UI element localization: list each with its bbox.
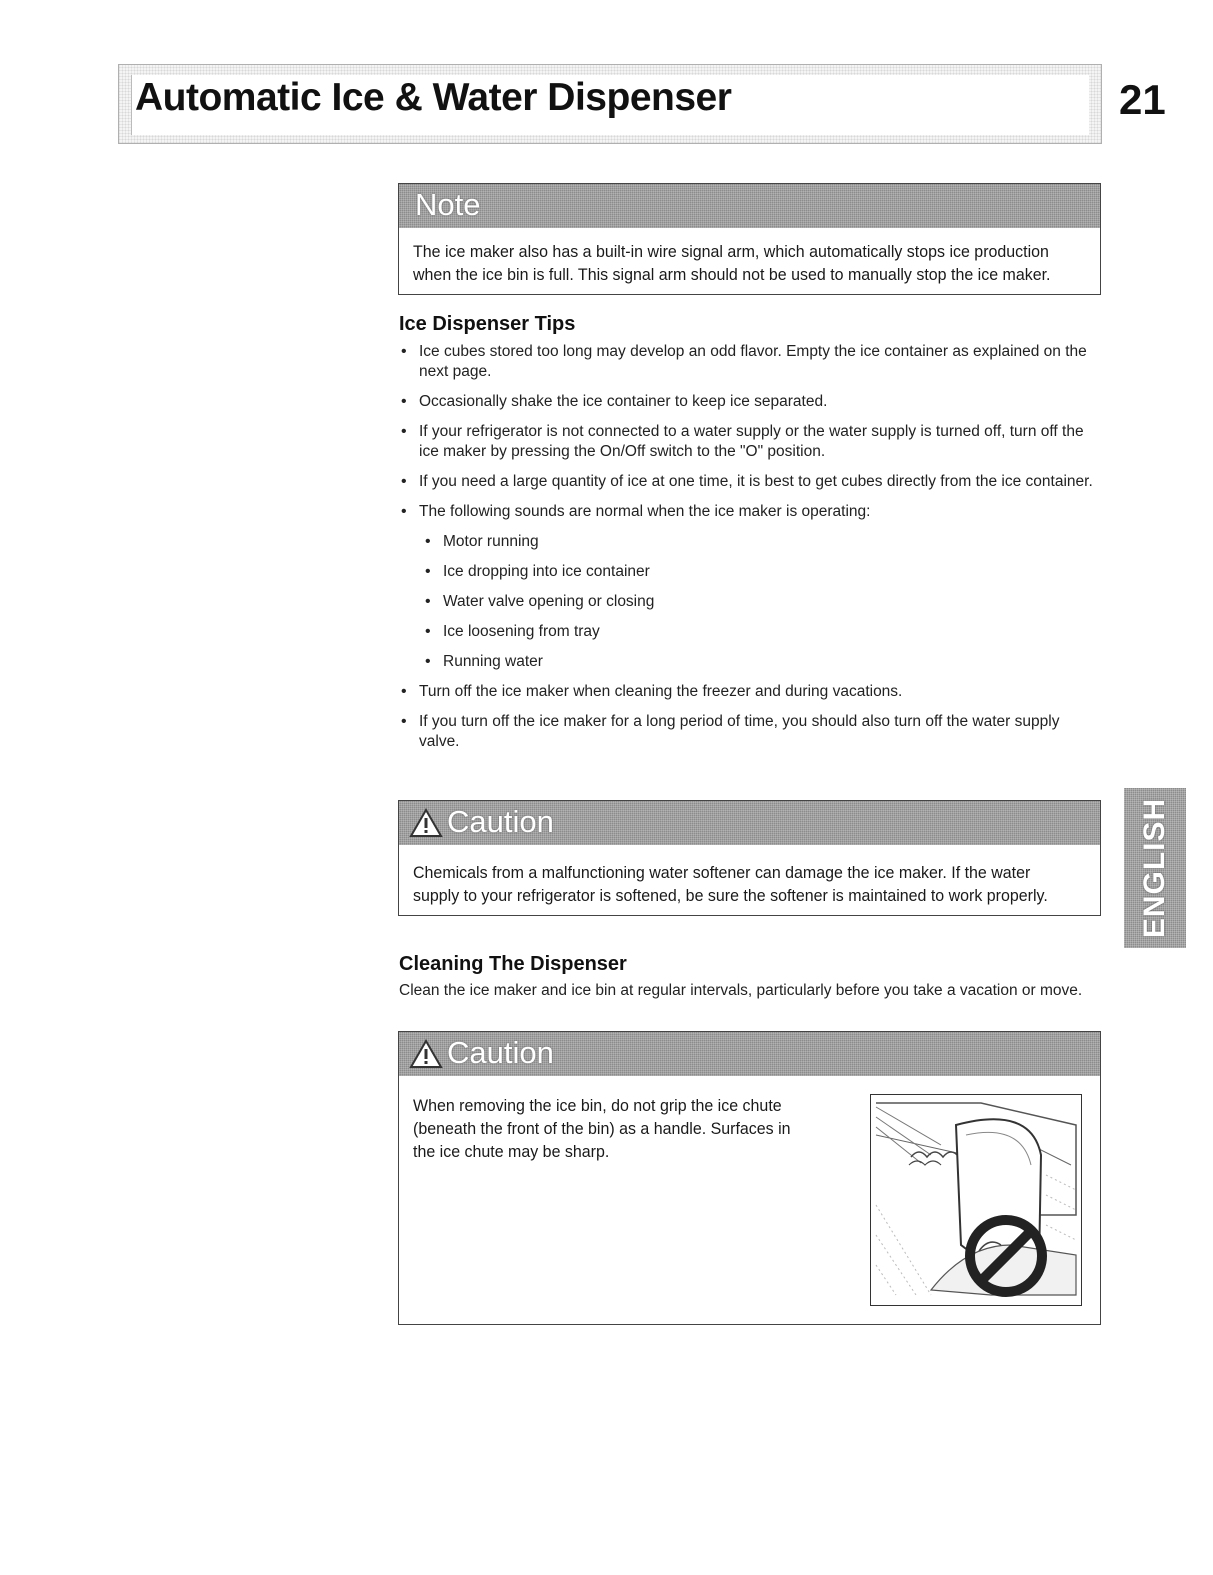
list-item: • Motor running (423, 532, 1104, 552)
cleaning-paragraph: Clean the ice maker and ice bin at regular intervals, particularly before you take a vacation or move. (399, 982, 1083, 999)
caution-title: Caution (447, 804, 554, 839)
list-item: • If your refrigerator is not connected to a water supply or the water supply is turned off, turn off the ice maker by pressing the On/Off switch to the "O" position. (399, 422, 1104, 462)
list-item: • Ice dropping into ice container (423, 562, 1104, 582)
page-title: Automatic Ice & Water Dispenser (135, 76, 732, 119)
note-body: The ice maker also has a built-in wire signal arm, which automatically stops ice production when the ice bin is full. This signal arm should not be used to manually stop the ice maker. (413, 242, 1051, 284)
language-tab-label: ENGLISH (1138, 797, 1171, 939)
caution-body: Chemicals from a malfunctioning water softener can damage the ice maker. If the water supply to your refrigerator is softened, be sure the softener is maintained to work properly. (413, 863, 1048, 905)
sounds-list (419, 532, 1104, 672)
list-item: • Ice loosening from tray (423, 622, 1104, 642)
list-item: • If you turn off the ice maker for a long period of time, you should also turn off the water supply valve. (399, 712, 1104, 752)
note-box (398, 183, 1101, 295)
language-tab (1124, 788, 1186, 948)
list-item: • Water valve opening or closing (423, 592, 1104, 612)
list-item: • Turn off the ice maker when cleaning the freezer and during vacations. (399, 682, 1104, 702)
caution-header (399, 801, 1100, 845)
prohibition-icon (963, 1213, 1049, 1299)
warning-triangle-icon (409, 1039, 443, 1069)
note-header (399, 184, 1100, 228)
list-item: • Ice cubes stored too long may develop an odd flavor. Empty the ice container as explained on the next page. (399, 342, 1104, 382)
caution-title: Caution (447, 1035, 554, 1070)
ice-chute-illustration (870, 1094, 1082, 1306)
list-item: • Occasionally shake the ice container to keep ice separated. (399, 392, 1104, 412)
tips-heading: Ice Dispenser Tips (399, 313, 576, 335)
list-item: • Running water (423, 652, 1104, 672)
list-item: • The following sounds are normal when the ice maker is operating: • Motor running • Ice dropping into ice container • Water valve opening or closing • Ice loosening from tray • Running water (399, 502, 1104, 672)
list-item: • If you need a large quantity of ice at one time, it is best to get cubes directly from the ice container. (399, 472, 1104, 492)
cleaning-heading: Cleaning The Dispenser (399, 953, 627, 975)
caution-body: When removing the ice bin, do not grip the ice chute (beneath the front of the bin) as a handle. Surfaces in the ice chute may be sharp. (413, 1096, 791, 1161)
tips-list (399, 342, 1104, 762)
page-number: 21 (1119, 76, 1166, 123)
note-title: Note (415, 187, 481, 222)
caution-box-softener (398, 800, 1101, 916)
warning-triangle-icon (409, 808, 443, 838)
caution-header (399, 1032, 1100, 1076)
